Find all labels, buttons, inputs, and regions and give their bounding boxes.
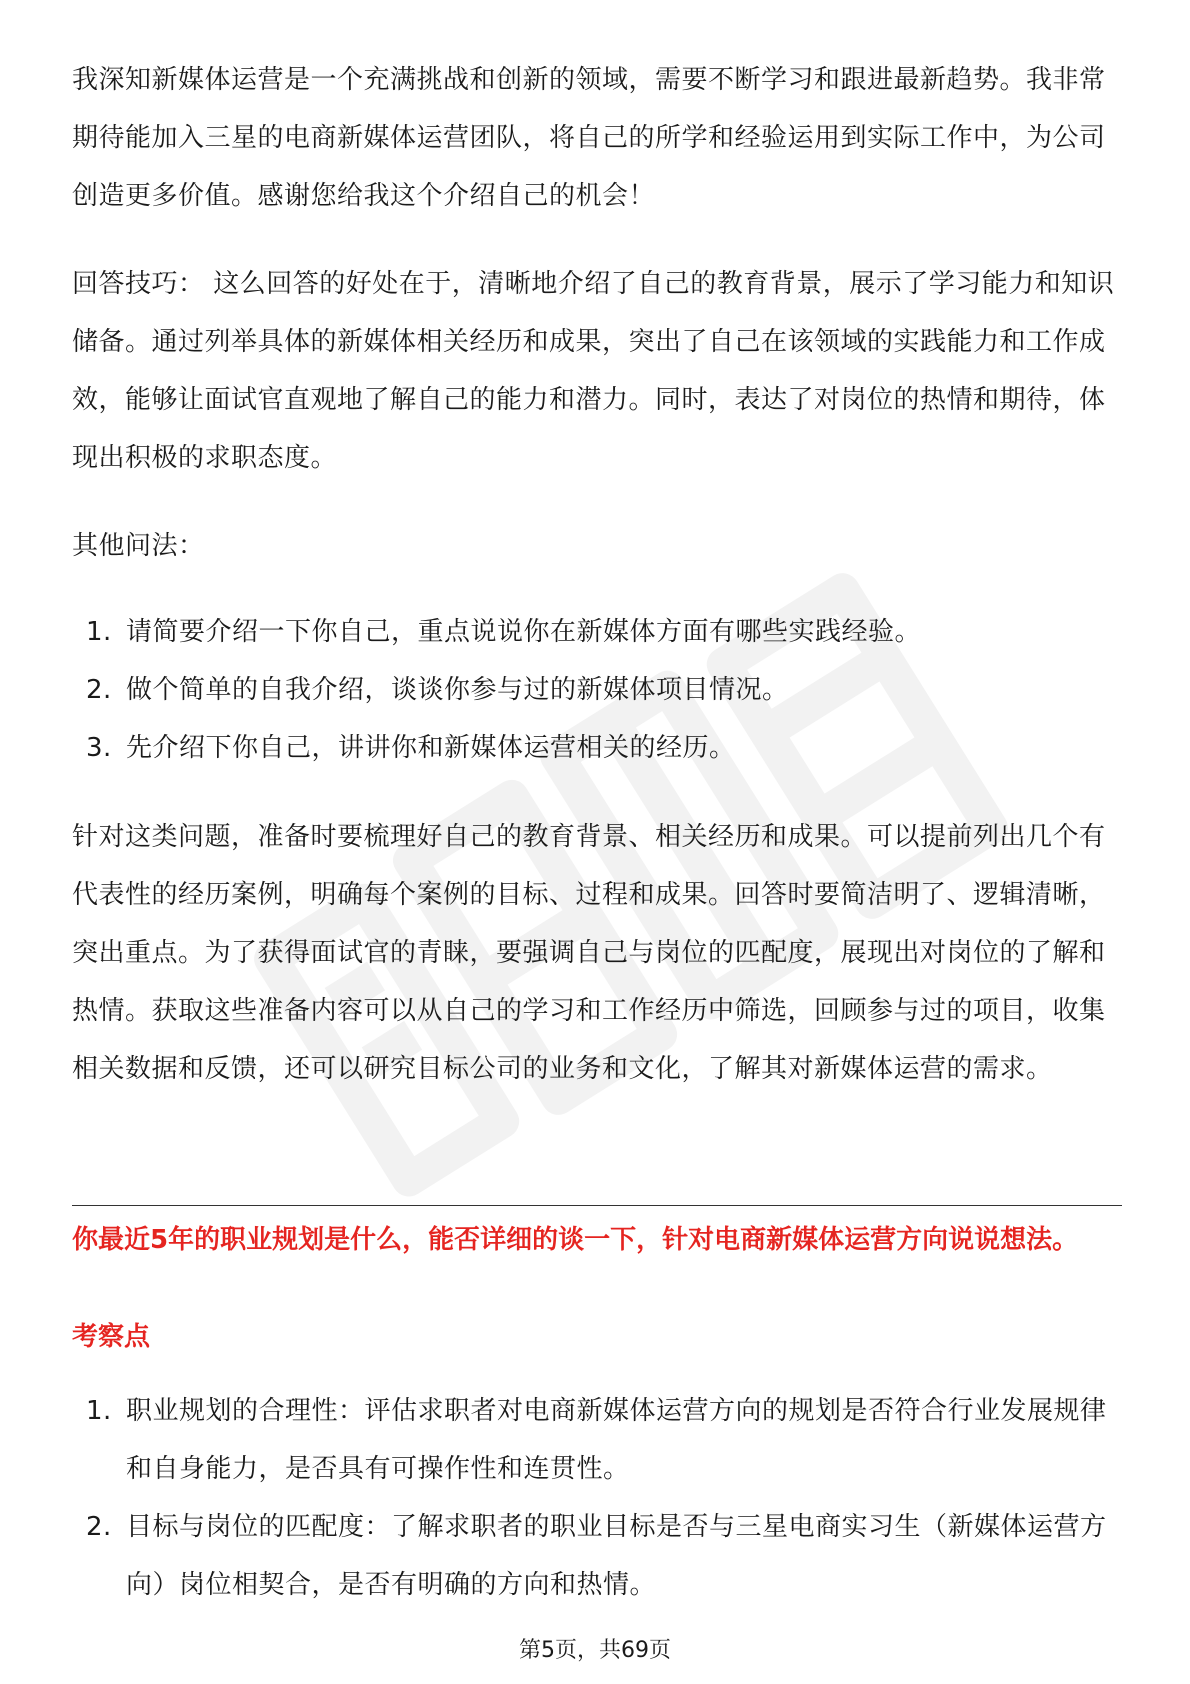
list-item-text: 请简要介绍一下你自己，重点说说你在新媒体方面有哪些实践经验。 <box>126 617 922 647</box>
list-item-number: 1. <box>86 1396 112 1426</box>
list-item <box>72 1498 1122 1614</box>
answer-tips-paragraph: 回答技巧： 这么回答的好处在于，清晰地介绍了自己的教育背景，展示了学习能力和知识储备。通过列举具体的新媒体相关经历和成果，突出了自己在该领域的实践能力和工作成效，能够让面试官直观地了解自己的能力和潜力。同时，表达了对岗位的热情和期待，体现出积极的求职态度。 <box>72 269 1115 473</box>
list-item <box>72 719 1122 777</box>
list-item-text: 做个简单的自我介绍，谈谈你参与过的新媒体项目情况。 <box>126 675 789 705</box>
list-item <box>72 1382 1122 1498</box>
list-item <box>72 603 1122 661</box>
assessment-points-heading: 考察点 <box>72 1322 151 1352</box>
list-item-number: 1. <box>86 617 112 647</box>
list-item-text: 职业规划的合理性：评估求职者对电商新媒体运营方向的规划是否符合行业发展规律和自身能力，是否具有可操作性和连贯性。 <box>126 1396 1107 1484</box>
other-questions-heading: 其他问法： <box>72 531 205 561</box>
preparation-advice-paragraph: 针对这类问题，准备时要梳理好自己的教育背景、相关经历和成果。可以提前列出几个有代表性的经历案例，明确每个案例的目标、过程和成果。回答时要简洁明了、逻辑清晰，突出重点。为了获得面试官的青睐，要强调自己与岗位的匹配度，展现出对岗位的了解和热情。获取这些准备内容可以从自己的学习和工作经历中筛选，回顾参与过的项目，收集相关数据和反馈，还可以研究目标公司的业务和文化，了解其对新媒体运营的需求。 <box>72 822 1106 1084</box>
page-number-footer: 第5页，共69页 <box>519 1638 671 1663</box>
list-item-number: 2. <box>86 675 112 705</box>
intro-closing-paragraph: 我深知新媒体运营是一个充满挑战和创新的领域，需要不断学习和跟进最新趋势。我非常期待能加入三星的电商新媒体运营团队，将自己的所学和经验运用到实际工作中，为公司创造更多价值。感谢您给我这个介绍自己的机会！ <box>72 65 1106 211</box>
assessment-points-list <box>72 1382 1122 1614</box>
section-divider <box>72 1205 1122 1206</box>
interview-question-title: 你最近5年的职业规划是什么，能否详细的谈一下，针对电商新媒体运营方向说说想法。 <box>72 1225 1079 1255</box>
list-item <box>72 661 1122 719</box>
list-item-number: 3. <box>86 733 112 763</box>
list-item-number: 2. <box>86 1512 112 1542</box>
list-item-text: 目标与岗位的匹配度：了解求职者的职业目标是否与三星电商实习生（新媒体运营方向）岗位相契合，是否有明确的方向和热情。 <box>126 1512 1107 1600</box>
other-questions-list <box>72 603 1122 777</box>
list-item-text: 先介绍下你自己，讲讲你和新媒体运营相关的经历。 <box>126 733 736 763</box>
